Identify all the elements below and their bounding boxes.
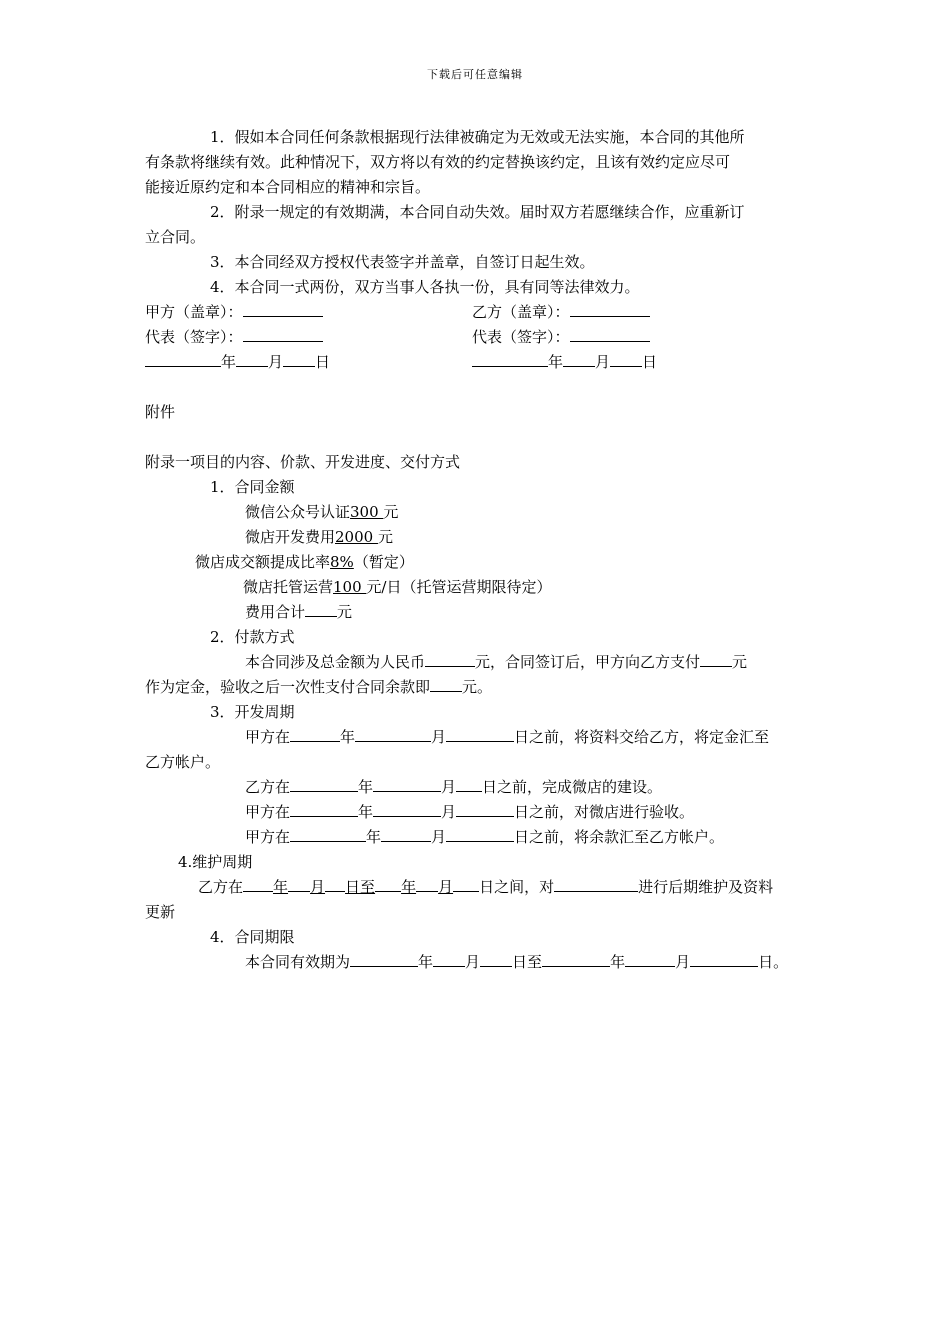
dev-step-4-text: 日之前，将余款汇至乙方帐户。	[514, 828, 725, 846]
payment-balance-unit: 元。	[462, 678, 493, 696]
date-a-day-blank[interactable]	[283, 352, 315, 367]
party-a-seal-label: 甲方（盖章）：	[145, 303, 243, 321]
dev-step-4-label: 甲方在	[245, 828, 291, 846]
payment-line-2	[145, 676, 492, 698]
clause-1-line-1: 1．假如本合同任何条款根据现行法律被确定为无效或无法实施，本合同的其他所	[210, 128, 745, 146]
wechat-auth-row	[245, 501, 398, 523]
date-a-month-label: 月	[268, 353, 284, 371]
appendix-title: 附录一项目的内容、价款、开发进度、交付方式	[145, 453, 461, 471]
payment-deposit-unit: 元	[732, 653, 748, 671]
party-b-seal-label: 乙方（盖章）：	[472, 303, 570, 321]
maint-y2-blank[interactable]	[375, 877, 401, 892]
commission-value: 8%	[330, 553, 354, 571]
dev-step-3-label: 甲方在	[245, 803, 291, 821]
rep-a-label: 代表（签字）：	[145, 328, 243, 346]
maint-to: 日至	[345, 878, 376, 896]
party-b-seal-row	[472, 301, 650, 323]
clause-3: 3．本合同经双方授权代表签字并盖章，自签订日起生效。	[210, 253, 595, 271]
rep-a-row	[145, 326, 323, 348]
term-y1-blank[interactable]	[350, 952, 418, 967]
shop-dev-row	[245, 526, 393, 548]
dev-step-3-day-blank[interactable]	[456, 802, 514, 817]
dev-step-3-month: 月	[441, 803, 457, 821]
maintenance-line	[198, 876, 773, 898]
maint-m2: 月	[438, 878, 454, 896]
shop-dev-label: 微店开发费用	[245, 528, 336, 546]
date-a-month-blank[interactable]	[236, 352, 268, 367]
dev-step-1-day-blank[interactable]	[446, 727, 514, 742]
hosting-label: 微店托管运营	[243, 578, 334, 596]
term-end: 日。	[758, 953, 789, 971]
term-y2-blank[interactable]	[542, 952, 610, 967]
total-unit: 元	[337, 603, 353, 621]
date-b-day-blank[interactable]	[610, 352, 642, 367]
maintenance-line-cont: 更新	[145, 903, 176, 921]
commission-label: 微店成交额提成比率	[195, 553, 331, 571]
payment-total-label: 本合同涉及总金额为人民币	[245, 653, 426, 671]
maint-m1: 月	[310, 878, 326, 896]
clause-1-line-2: 有条款将继续有效。此种情况下，双方将以有效的约定替换该约定，且该有效约定应尽可	[145, 153, 731, 171]
term-m2-blank[interactable]	[625, 952, 675, 967]
dev-step-1-year-blank[interactable]	[290, 727, 340, 742]
dev-step-3-text: 日之前，对微店进行验收。	[514, 803, 695, 821]
clause-4: 4．本合同一式两份，双方当事人各执一份，具有同等法律效力。	[210, 278, 640, 296]
dev-step-1-text: 日之前，将资料交给乙方，将定金汇至	[514, 728, 770, 746]
dev-step-4-month-blank[interactable]	[381, 827, 431, 842]
dev-step-2-month-blank[interactable]	[373, 777, 441, 792]
dev-step-1-month: 月	[431, 728, 447, 746]
hosting-row	[243, 576, 551, 598]
date-b-row	[472, 351, 657, 373]
section-dev-period: 3．开发周期	[210, 703, 295, 721]
wechat-auth-label: 微信公众号认证	[245, 503, 351, 521]
contract-term-line	[245, 951, 788, 973]
maint-y2: 年	[401, 878, 417, 896]
dev-step-2-month: 月	[441, 778, 457, 796]
dev-step-3	[245, 801, 694, 823]
wechat-auth-unit: 元	[383, 503, 399, 521]
maint-between: 日之间，对	[479, 878, 555, 896]
date-b-day-label: 日	[642, 353, 658, 371]
date-a-row	[145, 351, 330, 373]
dev-step-1	[245, 726, 769, 748]
section-payment: 2．付款方式	[210, 628, 295, 646]
payment-deposit-label: 元，合同签订后，甲方向乙方支付	[475, 653, 701, 671]
date-b-month-label: 月	[595, 353, 611, 371]
term-y1: 年	[418, 953, 434, 971]
rep-b-row	[472, 326, 650, 348]
date-b-month-blank[interactable]	[563, 352, 595, 367]
term-label: 本合同有效期为	[245, 953, 351, 971]
date-a-year-label: 年	[221, 353, 237, 371]
clause-2-line-2: 立合同。	[145, 228, 206, 246]
attachment-title: 附件	[145, 403, 176, 421]
dev-step-3-month-blank[interactable]	[373, 802, 441, 817]
dev-step-3-year-blank[interactable]	[290, 802, 358, 817]
commission-row	[195, 551, 414, 573]
payment-total-blank[interactable]	[425, 652, 475, 667]
dev-step-2	[245, 776, 662, 798]
term-y2: 年	[610, 953, 626, 971]
shop-dev-unit: 元	[377, 528, 393, 546]
hosting-value: 100	[333, 578, 367, 596]
clause-2-line-1: 2．附录一规定的有效期满，本合同自动失效。届时双方若愿继续合作，应重新订	[210, 203, 745, 221]
maint-text: 进行后期维护及资料	[638, 878, 774, 896]
date-a-day-label: 日	[315, 353, 331, 371]
total-row	[245, 601, 352, 623]
rep-a-blank[interactable]	[243, 327, 323, 342]
term-d1-blank[interactable]	[480, 952, 512, 967]
section-contract-amount: 1．合同金额	[210, 478, 295, 496]
total-blank[interactable]	[305, 602, 337, 617]
dev-step-3-year: 年	[358, 803, 374, 821]
payment-balance-blank[interactable]	[430, 677, 462, 692]
clause-1-line-3: 能接近原约定和本合同相应的精神和宗旨。	[145, 178, 431, 196]
hosting-note: 元/日（托管运营期限待定）	[366, 578, 552, 596]
party-a-seal-row	[145, 301, 323, 323]
party-a-seal-blank[interactable]	[243, 302, 323, 317]
total-label: 费用合计	[245, 603, 306, 621]
dev-step-4-year: 年	[366, 828, 382, 846]
term-d2-blank[interactable]	[690, 952, 758, 967]
wechat-auth-value: 300	[350, 503, 384, 521]
dev-step-1-year: 年	[340, 728, 356, 746]
dev-step-2-text: 日之前，完成微店的建设。	[482, 778, 663, 796]
maint-d1-blank[interactable]	[325, 877, 345, 892]
dev-step-2-label: 乙方在	[245, 778, 291, 796]
dev-step-2-year: 年	[358, 778, 374, 796]
shop-dev-value: 2000	[335, 528, 378, 546]
dev-step-4	[245, 826, 724, 848]
date-b-year-label: 年	[548, 353, 564, 371]
payment-deposit-blank[interactable]	[700, 652, 732, 667]
rep-b-label: 代表（签字）：	[472, 328, 570, 346]
commission-note: （暂定）	[353, 553, 414, 571]
dev-step-1-month-blank[interactable]	[355, 727, 431, 742]
dev-step-1-label: 甲方在	[245, 728, 291, 746]
page-header: 下载后可任意编辑	[427, 68, 523, 81]
dev-step-1-cont: 乙方帐户。	[145, 753, 221, 771]
maint-m2-blank[interactable]	[416, 877, 438, 892]
payment-balance-label: 作为定金，验收之后一次性支付合同余款即	[145, 678, 431, 696]
dev-step-2-day-blank[interactable]	[456, 777, 482, 792]
term-m2: 月	[675, 953, 691, 971]
date-b-year-blank[interactable]	[472, 352, 548, 367]
dev-step-2-year-blank[interactable]	[290, 777, 358, 792]
section-contract-term: 4．合同期限	[210, 928, 295, 946]
payment-line-1	[245, 651, 747, 673]
maint-y1: 年	[273, 878, 289, 896]
dev-step-4-month: 月	[431, 828, 447, 846]
term-to: 日至	[512, 953, 543, 971]
rep-b-blank[interactable]	[570, 327, 650, 342]
maint-object-blank[interactable]	[554, 877, 638, 892]
dev-step-4-day-blank[interactable]	[446, 827, 514, 842]
maint-m1-blank[interactable]	[288, 877, 310, 892]
maint-d2-blank[interactable]	[453, 877, 479, 892]
party-b-seal-blank[interactable]	[570, 302, 650, 317]
dev-step-4-year-blank[interactable]	[290, 827, 366, 842]
maintenance-label: 乙方在	[198, 878, 244, 896]
term-m1: 月	[465, 953, 481, 971]
date-a-year-blank[interactable]	[145, 352, 221, 367]
section-maintenance: 4.维护周期	[178, 853, 253, 871]
term-m1-blank[interactable]	[433, 952, 465, 967]
maint-y1-blank[interactable]	[243, 877, 273, 892]
